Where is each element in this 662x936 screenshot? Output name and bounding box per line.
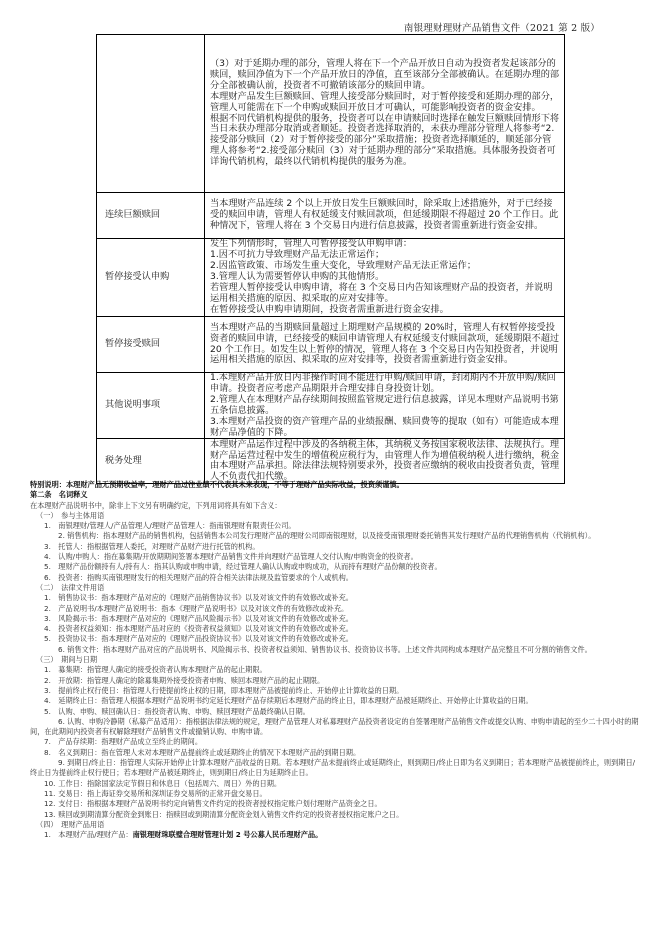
special-note: 特别说明：本理财产品无预期收益率，理财产品过往业绩不代表其未来表现，不等于理财产品实际收益，投资须谨慎。 bbox=[30, 480, 404, 489]
table-row bbox=[97, 193, 565, 239]
definition-item: 12. 支付日：指根据本理财产品说明书约定向销售文件约定的投资者授权指定账户划付理财产品资金之日。 bbox=[44, 799, 382, 809]
table-row bbox=[97, 239, 565, 317]
definition-item: 6. 销售文件：指本理财产品对应的产品说明书、风险揭示书、投资者权益须知、销售协议书、投资协议书等。上述文件共同构成本理财产品完整且不可分割的销售文件。 bbox=[58, 644, 592, 654]
definition-item: 4. 延期终止日：指管理人根据本理财产品说明书约定延长理财产品存续期后本理财产品的终止日，即本理财产品被延期终止、开始停止计算收益的日期。 bbox=[44, 696, 533, 706]
table-row bbox=[97, 439, 565, 484]
product-name: 南银理财珠联璧合理财管理计划 2 号公募人民币理财产品。 bbox=[132, 830, 323, 840]
definition-item: 2. 开放期：指管理人确定的除募集期外接受投资者申购、赎回本理财产品的起止期限。 bbox=[44, 675, 325, 685]
row-content bbox=[205, 373, 565, 439]
content-line: 本理财产品运作过程中涉及的各纳税主体，其纳税义务按国家税收法律、法规执行。理财产品运营过程中发生的增值税应税行为，由管理人作为增值税纳税人进行缴纳，税金由本理财产品承担。除法律法规特别要求外，投资者应缴纳的税收由投资者负责，管理人不负责代扣代缴。 bbox=[210, 438, 560, 483]
article-intro: 在本理财产品说明书中，除非上下文另有明确约定，下列用词将具有如下含义： bbox=[30, 500, 282, 510]
content-line: 1.本理财产品开放日内非操作时间不能进行申购/赎回申请，封闭期内不开放申购/赎回申请。投资者应考虑产品期限并合理安排自身投资计划。 bbox=[210, 372, 556, 394]
definitions-section bbox=[30, 480, 640, 840]
content-line: 2.因监管政策、市场发生重大变化，导致理财产品无法正常运作； bbox=[210, 260, 477, 272]
definition-item: 4. 投资者权益须知：指本理财产品对应的《投资者权益须知》以及对该文件的有效修改或补充。 bbox=[44, 624, 353, 634]
content-line: 2.管理人在本理财产品存续期间按照监管规定进行信息披露，详见本理财产品说明书第五条信息披露。 bbox=[210, 393, 559, 416]
definition-item: 8. 名义到期日：指在管理人未对本理财产品提前终止或延期终止的情况下本理财产品的到期日期。 bbox=[44, 747, 361, 757]
section-heading: （三） 期间与日期 bbox=[36, 655, 98, 665]
definition-item: 1. 南银理财/管理人/产品管理人/理财产品管理人：指南银理财有限责任公司。 bbox=[44, 521, 296, 531]
row-label: 税务处理 bbox=[97, 439, 205, 484]
definition-item: 2. 产品说明书/本理财产品说明书：指本《理财产品说明书》以及对该文件的有效修改或补充。 bbox=[44, 603, 349, 613]
content-line: 3.管理人认为需要暂停认申购的其他情形。 bbox=[210, 271, 385, 283]
section-heading: （一） 参与主体用语 bbox=[36, 510, 105, 520]
section-heading: （二） 法律文件用语 bbox=[36, 582, 105, 592]
row-content bbox=[205, 193, 565, 239]
table-row bbox=[97, 35, 565, 193]
content-line: （3）对于延期办理的部分，管理人将在下一个产品开放日自动为投资者发起该部分的赎回，赎回净值为下一个产品开放日的净值，直至该部分全部被确认。在延期办理的部分全部被确认前，投资者不可撤销该部分的赎回申请。 bbox=[210, 57, 560, 91]
definition-item: 3. 托管人：指根据管理人委托，对理财产品财产进行托管的机构。 bbox=[44, 541, 260, 551]
section-heading: （四） 理财产品用语 bbox=[36, 819, 105, 829]
row-label bbox=[97, 35, 205, 193]
row-content bbox=[205, 439, 565, 484]
definition-item: 3. 风险揭示书：指本理财产品对应的《理财产品风险揭示书》以及对该文件的有效修改或补充。 bbox=[44, 613, 353, 623]
definition-item: 1. 销售协议书：指本理财产品对应的《理财产品销售协议书》以及对该文件的有效修改或补充。 bbox=[44, 593, 353, 603]
article-title: 第二条 名词释义 bbox=[30, 490, 88, 500]
definition-item: 6. 认购、申购冷静期（私募产品适用）：指根据法律法规的规定，理财产品管理人对私募理财产品投资者设定的自签署理财产品销售文件或提交认购、申购申请起的至少二十四小时的期间，在此期间内投资者有权解除理财产品销售文件或撤销认购、申购申请。 bbox=[30, 716, 639, 737]
definition-item: 5. 认购、申购、赎回确认日：指投资者认购、申购、赎回理财产品最终确认日期。 bbox=[44, 706, 310, 716]
definition-item: 3. 提前终止权行使日：指管理人行使提前终止权的日期，即本理财产品被提前终止、开始停止计算收益的日期。 bbox=[44, 685, 404, 695]
definition-item: 6. 投资者：指购买南银理财发行的相关理财产品的符合相关法律法规及监管要求的个人或机构。 bbox=[44, 572, 353, 582]
content-line: 当本理财产品的当期赎回量超过上期理财产品规模的 20%时，管理人有权暂停接受投资者的赎回申请，已经接受的赎回申请管理人有权延缓支付赎回款项，延缓期限不超过 20 个工作日。如发生以上暂停的情况，管理人将在 3 个交易日内告知投资者，并说明运用相关措施的原因、拟采取的应对安排等，投资者需重新进行资金安排。 bbox=[210, 321, 560, 366]
definition-item: 11. 交易日：指上海证券交易所和深圳证券交易所的正常开盘交易日。 bbox=[44, 788, 267, 798]
row-label: 暂停接受赎回 bbox=[97, 317, 205, 373]
terms-table bbox=[96, 34, 565, 484]
content-line: 发生下列情形时，管理人可暂停接受认申购申请： bbox=[210, 238, 413, 250]
content-line: 若管理人暂停接受认申购申请，将在 3 个交易日内告知该理财产品的投资者，并说明运用相关措施的原因、拟采取的应对安排等。 bbox=[210, 281, 553, 304]
definition-item: 4. 认购/申购人：指在募集期/开放期期间签署本理财产品销售文件并向理财产品管理人交付认购/申购资金的投资者。 bbox=[44, 552, 418, 562]
definition-item: 10. 工作日：指除国家法定节假日和休息日（包括周六、周日）外的日期。 bbox=[44, 778, 282, 788]
row-content bbox=[205, 35, 565, 193]
content-line: 在暂停接受认申购申请期间，投资者需重新进行资金安排。 bbox=[210, 303, 449, 315]
document-header: 南银理财理财产品销售文件（2021 第 2 版） bbox=[403, 23, 600, 34]
definition-item: 9. 到期日/终止日：指管理人实际开始停止计算本理财产品收益的日期。若本理财产品未提前终止或延期终止，则到期日/终止日即为名义到期日；若本理财产品被提前终止，则到期日/终止日为提前终止权行使日；若本理财产品被延期终止，则到期日/终止日为延期终止日。 bbox=[30, 758, 636, 778]
definition-item: 5. 理财产品份额持有人/持有人：指其认购或申购申请，经过管理人确认认购或申购成功，从而持有理财产品份额的投资者。 bbox=[44, 562, 442, 572]
definition-item: 2. 销售机构：指本理财产品的销售机构，包括销售本公司发行理财产品的理财公司即南银理财，以及接受南银理财委托销售其发行理财产品的代理销售机构（代销机构）。 bbox=[58, 531, 596, 541]
content-line: 当本理财产品连续 2 个以上开放日发生巨额赎回时，除采取上述措施外，对于已经接受的赎回申请，管理人有权延缓支付赎回款项，但延缓期限不得超过 20 个工作日。此种情况下，管理人将在 3 个交易日内进行信息披露，投资者需重新进行资金安排。 bbox=[210, 198, 559, 231]
definition-item: 5. 投资协议书：指本理财产品对应的《理财产品投资协议书》以及对该文件的有效修改或补充。 bbox=[44, 634, 353, 644]
definition-item: 7. 产品存续期：指理财产品成立至终止的期间。 bbox=[44, 737, 203, 747]
definition-item: 13. 赎回或到期清算分配资金到账日：指赎回或到期清算分配资金划入销售文件约定的投资者授权指定账户之日。 bbox=[44, 809, 404, 819]
row-content bbox=[205, 317, 565, 373]
definition-item: 1. 本理财产品/理财产品：南银理财珠联璧合理财管理计划 2 号公募人民币理财产品。 bbox=[44, 830, 323, 840]
row-content bbox=[205, 239, 565, 317]
content-line: 3.本理财产品投资的资产管理产品的业绩报酬、赎回费等的提取（如有）可能造成本理财产品净值的下降。 bbox=[210, 415, 559, 438]
content-line: 本理财产品发生巨额赎回、管理人接受部分赎回时，对于暂停接受和延期办理的部分，管理人可能需在下一个申购或赎回开放日才可确认，可能影响投资者的资金安排。 bbox=[210, 90, 560, 113]
table-row bbox=[97, 373, 565, 439]
table-row bbox=[97, 317, 565, 373]
row-label: 暂停接受认申购 bbox=[97, 239, 205, 317]
row-label: 连续巨额赎回 bbox=[97, 193, 205, 239]
content-line: 根据不同代销机构提供的服务，投资者可以在申请赎回时选择在触发巨额赎回情形下将当日未获办理部分取消或者顺延。投资者选择取消的，未获办理部分管理人将参考“2.接受部分赎回（2）对于暂停接受的部分”采取措施；投资者选择顺延的，顺延部分管理人将参考“2.接受部分赎回（3）对于延期办理的部分”采取措施。具体服务投资者可详询代销机构，最终以代销机构提供的服务为准。 bbox=[210, 112, 560, 168]
row-label: 其他说明事项 bbox=[97, 373, 205, 439]
definition-item: 1. 募集期：指管理人确定的接受投资者认购本理财产品的起止期限。 bbox=[44, 665, 267, 675]
content-line: 1.因不可抗力导致理财产品无法正常运作； bbox=[210, 249, 385, 261]
